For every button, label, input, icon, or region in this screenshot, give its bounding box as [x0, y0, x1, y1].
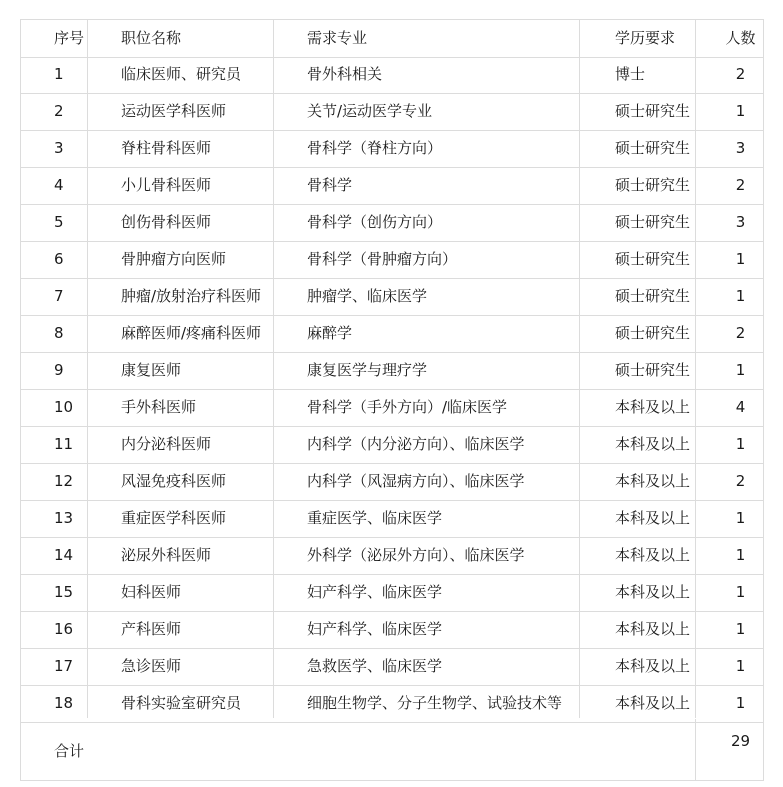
row-major: 骨科学（创伤方向） — [307, 213, 443, 231]
total-row-divider — [695, 719, 696, 781]
row-position: 脊柱骨科医师 — [121, 139, 212, 157]
row-position: 骨肿瘤方向医师 — [121, 250, 227, 268]
row-number: 11 — [54, 435, 74, 453]
row-count: 1 — [735, 361, 746, 379]
row-major: 急救医学、临床医学 — [307, 657, 443, 675]
row-count: 2 — [735, 176, 746, 194]
row-number: 3 — [54, 139, 64, 157]
row-position: 临床医师、研究员 — [121, 65, 242, 83]
row-number: 7 — [54, 287, 64, 305]
table-row — [20, 315, 764, 353]
row-number: 16 — [54, 620, 74, 638]
row-position: 康复医师 — [121, 361, 182, 379]
table-row — [20, 426, 764, 464]
row-education: 硕士研究生 — [615, 213, 691, 231]
row-count: 3 — [735, 213, 746, 231]
row-education: 本科及以上 — [615, 583, 691, 601]
row-major: 骨外科相关 — [307, 65, 383, 83]
total-value: 29 — [730, 732, 751, 750]
row-education: 硕士研究生 — [615, 324, 691, 342]
row-count: 1 — [735, 102, 746, 120]
row-position: 肿瘤/放射治疗科医师 — [121, 287, 262, 305]
table-row — [20, 56, 764, 94]
table-row — [20, 204, 764, 242]
row-count: 1 — [735, 583, 746, 601]
row-position: 麻醉医师/疼痛科医师 — [121, 324, 262, 342]
col-divider-2 — [273, 20, 274, 718]
header-count: 人数 — [725, 29, 756, 47]
row-major: 骨科学（手外方向）/临床医学 — [307, 398, 508, 416]
row-number: 14 — [54, 546, 74, 564]
row-count: 3 — [735, 139, 746, 157]
row-position: 运动医学科医师 — [121, 102, 227, 120]
table-row — [20, 685, 764, 723]
row-number: 13 — [54, 509, 74, 527]
row-education: 本科及以上 — [615, 472, 691, 490]
total-label: 合计 — [54, 742, 85, 760]
row-education: 硕士研究生 — [615, 139, 691, 157]
table-row — [20, 167, 764, 205]
row-position: 骨科实验室研究员 — [121, 694, 242, 712]
row-position: 小儿骨科医师 — [121, 176, 212, 194]
row-major: 麻醉学 — [307, 324, 353, 342]
row-major: 康复医学与理疗学 — [307, 361, 428, 379]
row-number: 12 — [54, 472, 74, 490]
table-row — [20, 611, 764, 649]
table-row — [20, 130, 764, 168]
row-major: 骨科学（骨肿瘤方向） — [307, 250, 458, 268]
row-major: 骨科学（脊柱方向） — [307, 139, 443, 157]
row-major: 关节/运动医学专业 — [307, 102, 433, 120]
row-major: 骨科学 — [307, 176, 353, 194]
row-education: 本科及以上 — [615, 435, 691, 453]
row-count: 2 — [735, 472, 746, 490]
row-number: 8 — [54, 324, 64, 342]
row-education: 博士 — [615, 65, 646, 83]
table-row — [20, 574, 764, 612]
table-header-row — [20, 19, 764, 58]
row-number: 17 — [54, 657, 74, 675]
table-row — [20, 389, 764, 427]
row-major: 妇产科学、临床医学 — [307, 620, 443, 638]
row-position: 重症医学科医师 — [121, 509, 227, 527]
row-major: 妇产科学、临床医学 — [307, 583, 443, 601]
row-count: 1 — [735, 250, 746, 268]
table-row — [20, 241, 764, 279]
row-count: 2 — [735, 65, 746, 83]
row-major: 外科学（泌尿外方向）、临床医学 — [307, 546, 525, 564]
row-major: 肿瘤学、临床医学 — [307, 287, 428, 305]
table-row — [20, 93, 764, 131]
row-position: 风湿免疫科医师 — [121, 472, 227, 490]
table-row — [20, 500, 764, 538]
row-number: 18 — [54, 694, 74, 712]
recruitment-table — [20, 19, 764, 781]
row-position: 妇科医师 — [121, 583, 182, 601]
row-education: 硕士研究生 — [615, 176, 691, 194]
row-position: 手外科医师 — [121, 398, 197, 416]
row-education: 硕士研究生 — [615, 361, 691, 379]
row-education: 硕士研究生 — [615, 287, 691, 305]
table-bottom-border — [20, 780, 764, 781]
row-count: 1 — [735, 509, 746, 527]
row-major: 内科学（风湿病方向）、临床医学 — [307, 472, 525, 490]
row-education: 硕士研究生 — [615, 102, 691, 120]
row-education: 本科及以上 — [615, 657, 691, 675]
row-count: 1 — [735, 620, 746, 638]
row-education: 本科及以上 — [615, 509, 691, 527]
row-position: 内分泌科医师 — [121, 435, 212, 453]
row-education: 本科及以上 — [615, 620, 691, 638]
table-row — [20, 278, 764, 316]
row-number: 6 — [54, 250, 64, 268]
row-count: 1 — [735, 694, 746, 712]
table-row — [20, 463, 764, 501]
header-number: 序号 — [54, 29, 85, 47]
table-row — [20, 352, 764, 390]
header-major: 需求专业 — [307, 29, 368, 47]
row-major: 重症医学、临床医学 — [307, 509, 443, 527]
row-position: 产科医师 — [121, 620, 182, 638]
header-education: 学历要求 — [615, 29, 676, 47]
row-count: 1 — [735, 657, 746, 675]
table-row — [20, 648, 764, 686]
row-major: 细胞生物学、分子生物学、试验技术等 — [307, 694, 563, 712]
row-number: 4 — [54, 176, 64, 194]
row-count: 1 — [735, 435, 746, 453]
row-number: 2 — [54, 102, 64, 120]
table-row — [20, 537, 764, 575]
row-education: 本科及以上 — [615, 398, 691, 416]
row-position: 创伤骨科医师 — [121, 213, 212, 231]
header-position: 职位名称 — [121, 29, 182, 47]
row-count: 1 — [735, 546, 746, 564]
row-number: 15 — [54, 583, 74, 601]
row-count: 2 — [735, 324, 746, 342]
row-count: 1 — [735, 287, 746, 305]
col-divider-4 — [695, 20, 696, 718]
row-count: 4 — [735, 398, 746, 416]
row-position: 急诊医师 — [121, 657, 182, 675]
row-position: 泌尿外科医师 — [121, 546, 212, 564]
row-major: 内科学（内分泌方向）、临床医学 — [307, 435, 525, 453]
row-number: 10 — [54, 398, 74, 416]
row-education: 本科及以上 — [615, 694, 691, 712]
row-number: 5 — [54, 213, 64, 231]
row-education: 硕士研究生 — [615, 250, 691, 268]
row-number: 1 — [54, 65, 64, 83]
col-divider-3 — [579, 20, 580, 718]
row-number: 9 — [54, 361, 64, 379]
col-divider-1 — [87, 20, 88, 718]
row-education: 本科及以上 — [615, 546, 691, 564]
